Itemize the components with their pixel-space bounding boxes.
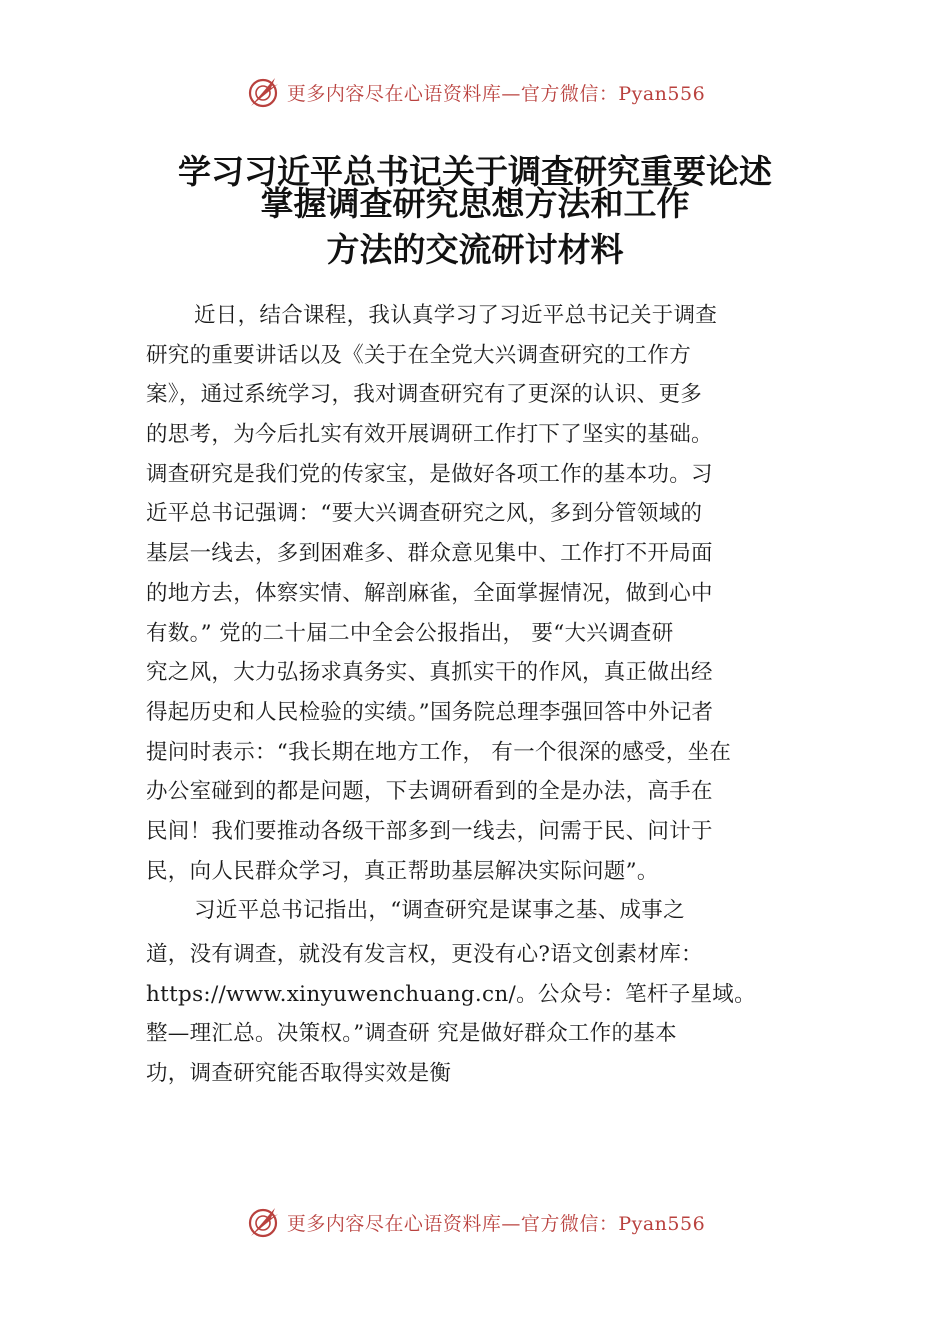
text-line: 功，调查研究能否取得实效是衡: [146, 1061, 452, 1087]
text-line: 得起历史和人民检验的实绩。”国务院总理李强回答中外记者: [146, 699, 714, 725]
text-line: 研究的重要讲话以及《关于在全党大兴调查研究的工作方: [146, 342, 692, 368]
text-line: 的地方去，体察实情、解剖麻雀，全面掌握情况，做到心中: [146, 580, 713, 606]
footer-banner: [0, 1202, 950, 1242]
paragraph-2: [146, 891, 836, 1093]
paragraph-1: [146, 296, 836, 891]
text-line: 基层一线去，多到困难多、群众意见集中、工作打不开局面: [146, 541, 713, 567]
text-line: 民间！我们要推动各级干部多到一线去，问需于民、问计于: [146, 818, 713, 844]
text-line-url: https://www.xinyuwenchuang.cn/。公众号：笔杆子星域。: [146, 981, 756, 1007]
banner-text: 更多内容尽在心语资料库—官方微信：Pyan556: [286, 82, 706, 105]
text-line: 整—理汇总。决策权。”调查研 究是做好群众工作的基本: [146, 1021, 677, 1047]
title-line-1: 学习习近平总书记关于调查研究重要论述: [178, 152, 772, 191]
quill-circle-icon: [245, 1204, 281, 1240]
text-line: 案》，通过系统学习，我对调查研究有了更深的认识、更多: [146, 382, 703, 408]
title-line-2: 掌握调查研究思想方法和工作: [260, 184, 690, 223]
text-line: 有数。” 党的二十届二中全会公报指出， 要“大兴调查研: [146, 620, 674, 646]
text-line: 道，没有调查，就没有发言权，更没有心?语文创素材库：: [146, 942, 703, 967]
quill-circle-icon: [245, 74, 281, 110]
title-line-3: 方法的交流研讨材料: [326, 230, 624, 269]
text-line: 究之风，大力弘扬求真务实、真抓实干的作风，真正做出经: [146, 660, 713, 686]
text-line: 办公室碰到的都是问题，下去调研看到的全是办法，高手在: [146, 779, 713, 805]
text-line: 民，向人民群众学习，真正帮助基层解决实际问题”。: [146, 858, 659, 884]
text-line: 调查研究是我们党的传家宝，是做好各项工作的基本功。习: [146, 461, 713, 487]
text-line: 近日，结合课程，我认真学习了习近平总书记关于调查: [194, 303, 718, 328]
banner-text: 更多内容尽在心语资料库—官方微信：Pyan556: [286, 1212, 706, 1235]
text-line: 近平总书记强调：“要大兴调查研究之风，多到分管领域的: [146, 501, 703, 527]
text-line: 提问时表示：“我长期在地方工作， 有一个很深的感受，坐在: [146, 739, 732, 765]
document-body: [146, 296, 836, 1094]
header-banner: [0, 72, 950, 112]
text-line: 习近平总书记指出，“调查研究是谋事之基、成事之: [194, 898, 685, 924]
text-line: 的思考，为今后扎实有效开展调研工作打下了坚实的基础。: [146, 422, 713, 448]
